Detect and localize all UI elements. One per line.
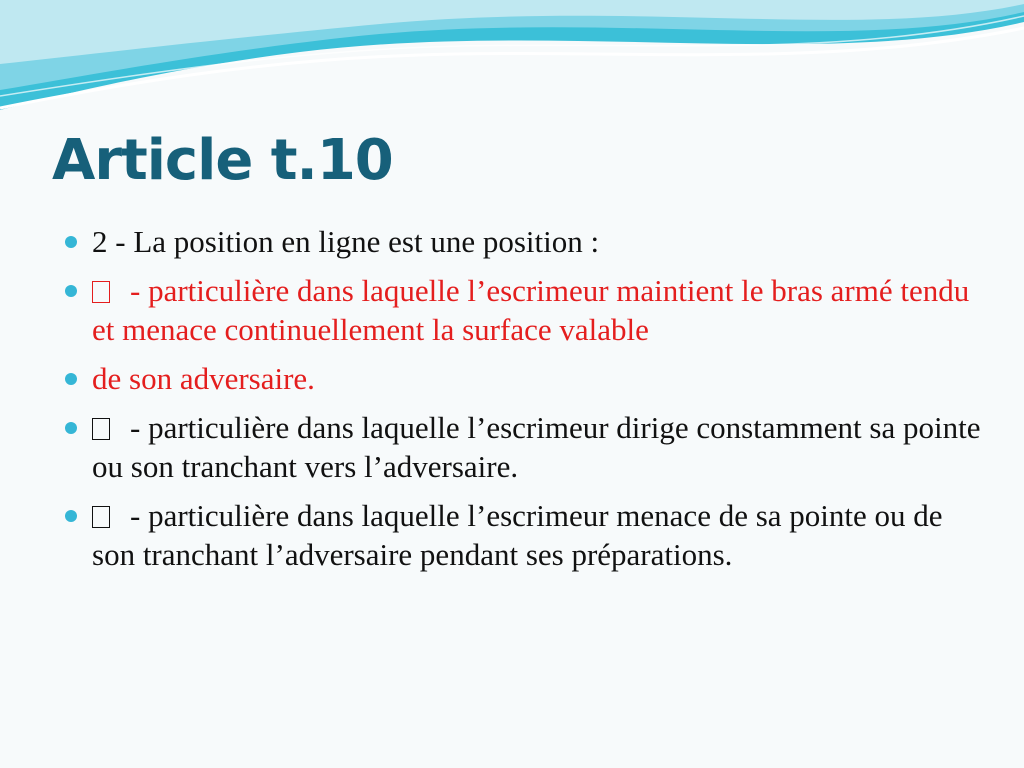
- bullet-text: - particulière dans laquelle l’escrimeur menace de sa pointe ou de son tranchant l’adversaire pendant ses préparations.: [92, 498, 943, 572]
- bullet-item: [62, 408, 982, 486]
- missing-glyph-icon: [92, 418, 110, 440]
- bullet-text: de son adversaire.: [92, 361, 315, 396]
- bullet-marker-icon: [65, 373, 77, 385]
- bullet-list: [62, 222, 982, 584]
- bullet-item: [62, 271, 982, 349]
- bullet-item: [62, 359, 982, 398]
- missing-glyph-icon: [92, 506, 110, 528]
- bullet-text: - particulière dans laquelle l’escrimeur maintient le bras armé tendu et menace continuellement la surface valable: [92, 273, 970, 347]
- bullet-marker-icon: [65, 510, 77, 522]
- missing-glyph-icon: [92, 281, 110, 303]
- bullet-marker-icon: [65, 285, 77, 297]
- header-wave-decoration: [0, 0, 1024, 120]
- slide-title: Article t.10: [52, 128, 393, 193]
- bullet-text: - particulière dans laquelle l’escrimeur dirige constamment sa pointe ou son tranchant vers l’adversaire.: [92, 410, 981, 484]
- bullet-marker-icon: [65, 236, 77, 248]
- bullet-marker-icon: [65, 422, 77, 434]
- bullet-item: [62, 222, 982, 261]
- bullet-item: [62, 496, 982, 574]
- bullet-text: 2 - La position en ligne est une position :: [92, 224, 600, 259]
